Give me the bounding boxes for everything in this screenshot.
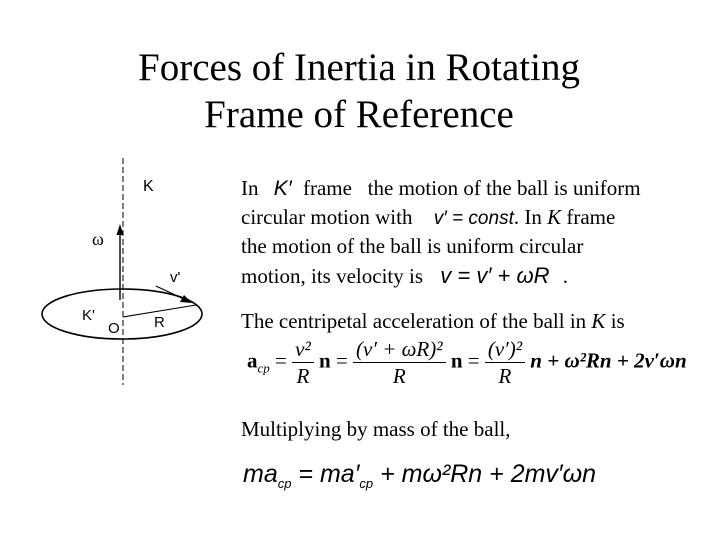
eq2-mid-sub: cp: [359, 476, 374, 491]
eq2-tail: + mω²Rn + 2mv′ωn: [380, 460, 596, 488]
p1-in: In: [241, 176, 259, 200]
p1-frame: frame: [566, 205, 616, 229]
eq2-lhs: ma: [243, 460, 278, 488]
p1-line4: [241, 261, 691, 290]
p1-line2-end: . In: [513, 205, 542, 229]
eq1-frac2-den: R: [392, 364, 406, 388]
p1-line4-end: .: [562, 264, 569, 288]
slide-title-line1: Forces of Inertia in Rotating: [138, 46, 580, 89]
eq1-lhs: a: [247, 348, 258, 373]
paragraph-centripetal: [241, 307, 625, 336]
p2-k: K: [591, 309, 606, 333]
p1-line3: the motion of the ball is uniform circular: [241, 234, 584, 258]
p2-is: is: [610, 309, 625, 333]
equation-centripetal: $a_{cp}$ = $\frac{\text{v²}}{R}$ n = $\frac{\text{(v′ + ωR)²}}{R}$ n = $\frac{\text{(v′)²}}{R}$ n + ω²Rn + 2v′ωn: [247, 337, 687, 388]
eq1-frac1-den: R: [296, 364, 310, 388]
omega-arrowhead: [117, 224, 124, 235]
p1-line2: [241, 203, 691, 232]
label-K: K: [143, 178, 154, 195]
p1-line2-start: circular motion with: [241, 205, 413, 229]
eq1-tail: n + ω²Rn + 2v′ωn: [530, 348, 687, 373]
eq1-lhs-sub: cp: [257, 360, 270, 376]
p1-rest1: frame the motion of the ball is uniform: [302, 176, 641, 200]
label-O: O: [108, 320, 120, 337]
eq1-frac3-num: (v′)²: [485, 336, 525, 363]
eq1-n2: n: [450, 348, 463, 373]
eq1-frac1-num: v²: [292, 336, 314, 363]
label-omega: ω: [92, 229, 104, 249]
label-vprime: v': [170, 269, 181, 286]
p1-vconst: v′ = const: [433, 208, 514, 229]
eq2-lhs-sub: cp: [277, 476, 292, 491]
p1-k: K: [547, 205, 562, 229]
label-Kprime: K': [82, 307, 95, 324]
equation-force: [243, 460, 596, 491]
eq1-frac1: [292, 336, 314, 389]
eq1-frac2: [353, 336, 446, 389]
eq1-frac3-den: R: [498, 364, 512, 388]
p1-kprime: K′: [273, 177, 292, 200]
p1-line1: [241, 174, 691, 203]
eq2-mid: = ma′: [298, 460, 360, 488]
slide-title-line2: Frame of Reference: [204, 93, 514, 136]
eq1-frac2-num: (v′ + ωR)²: [353, 336, 446, 363]
label-R: R: [154, 314, 165, 331]
eq1-frac3: [485, 336, 525, 389]
p1-vformula: v = v′ + ωR: [440, 263, 550, 288]
paragraph-motion: [241, 174, 691, 290]
p2-text: The centripetal acceleration of the ball in: [241, 309, 587, 333]
paragraph-multiplying: Multiplying by mass of the ball,: [241, 417, 511, 441]
eq1-n1: n: [319, 348, 331, 373]
velocity-arrowhead: [180, 295, 192, 303]
p1-line4-start: motion, its velocity is: [241, 264, 423, 288]
